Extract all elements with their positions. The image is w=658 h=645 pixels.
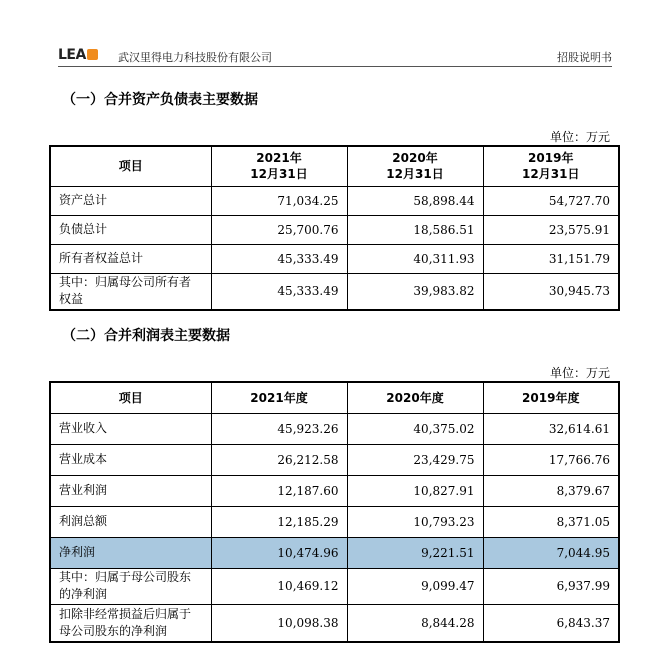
row-label: 其中：归属母公司所有者权益 [50, 273, 211, 310]
company-logo: LEA [58, 47, 98, 63]
table-row [50, 506, 619, 537]
column-header-2019: 2019年 12月31日 [483, 146, 619, 186]
row-label: 营业收入 [50, 413, 211, 444]
cell-value: 10,793.23 [347, 506, 483, 537]
document-type: 招股说明书 [557, 51, 612, 64]
table-row [50, 568, 619, 604]
cell-value: 18,586.51 [347, 215, 483, 244]
row-label: 营业利润 [50, 475, 211, 506]
cell-value: 7,044.95 [483, 537, 619, 568]
cell-value: 9,221.51 [347, 537, 483, 568]
cell-value: 45,923.26 [211, 413, 347, 444]
cell-value: 23,429.75 [347, 444, 483, 475]
cell-value: 40,311.93 [347, 244, 483, 273]
row-label: 扣除非经常损益后归属于母公司股东的净利润 [50, 604, 211, 642]
cell-value: 6,937.99 [483, 568, 619, 604]
row-label: 营业成本 [50, 444, 211, 475]
column-header-2020: 2020年 12月31日 [347, 146, 483, 186]
balance-sheet-table [49, 145, 620, 311]
cell-value: 23,575.91 [483, 215, 619, 244]
cell-value: 8,379.67 [483, 475, 619, 506]
column-header-item: 项目 [50, 146, 211, 186]
column-header-2021: 2021年度 [211, 382, 347, 413]
cell-value: 12,187.60 [211, 475, 347, 506]
cell-value: 39,983.82 [347, 273, 483, 310]
table-header-row [50, 146, 619, 186]
income-unit: 单位：万元 [549, 366, 610, 380]
cell-value: 10,098.38 [211, 604, 347, 642]
table-row [50, 413, 619, 444]
cell-value: 10,474.96 [211, 537, 347, 568]
row-label: 净利润 [50, 537, 211, 568]
column-header-2020: 2020年度 [347, 382, 483, 413]
column-header-2021: 2021年 12月31日 [211, 146, 347, 186]
cell-value: 10,469.12 [211, 568, 347, 604]
company-name: 武汉里得电力科技股份有限公司 [118, 51, 272, 64]
income-statement-title: （二）合并利润表主要数据 [62, 328, 230, 344]
cell-value: 8,371.05 [483, 506, 619, 537]
row-label: 资产总计 [50, 186, 211, 215]
cell-value: 6,843.37 [483, 604, 619, 642]
table-row [50, 444, 619, 475]
row-label: 所有者权益总计 [50, 244, 211, 273]
table-row [50, 186, 619, 215]
cell-value: 25,700.76 [211, 215, 347, 244]
table-row [50, 475, 619, 506]
cell-value: 45,333.49 [211, 273, 347, 310]
table-row [50, 273, 619, 310]
income-statement-table [49, 381, 620, 643]
logo-mark-icon [87, 49, 98, 60]
cell-value: 8,844.28 [347, 604, 483, 642]
table-row [50, 244, 619, 273]
column-header-2019: 2019年度 [483, 382, 619, 413]
page-header [58, 46, 612, 67]
row-label: 其中：归属于母公司股东的净利润 [50, 568, 211, 604]
cell-value: 40,375.02 [347, 413, 483, 444]
table-row [50, 604, 619, 642]
row-label: 负债总计 [50, 215, 211, 244]
cell-value: 45,333.49 [211, 244, 347, 273]
cell-value: 17,766.76 [483, 444, 619, 475]
balance-sheet-title: （一）合并资产负债表主要数据 [62, 92, 258, 108]
cell-value: 12,185.29 [211, 506, 347, 537]
table-header-row [50, 382, 619, 413]
cell-value: 31,151.79 [483, 244, 619, 273]
cell-value: 58,898.44 [347, 186, 483, 215]
cell-value: 32,614.61 [483, 413, 619, 444]
balance-unit: 单位：万元 [549, 130, 610, 144]
cell-value: 10,827.91 [347, 475, 483, 506]
cell-value: 54,727.70 [483, 186, 619, 215]
cell-value: 71,034.25 [211, 186, 347, 215]
column-header-item: 项目 [50, 382, 211, 413]
row-label: 利润总额 [50, 506, 211, 537]
cell-value: 30,945.73 [483, 273, 619, 310]
table-row [50, 215, 619, 244]
cell-value: 26,212.58 [211, 444, 347, 475]
cell-value: 9,099.47 [347, 568, 483, 604]
table-row-highlighted [50, 537, 619, 568]
